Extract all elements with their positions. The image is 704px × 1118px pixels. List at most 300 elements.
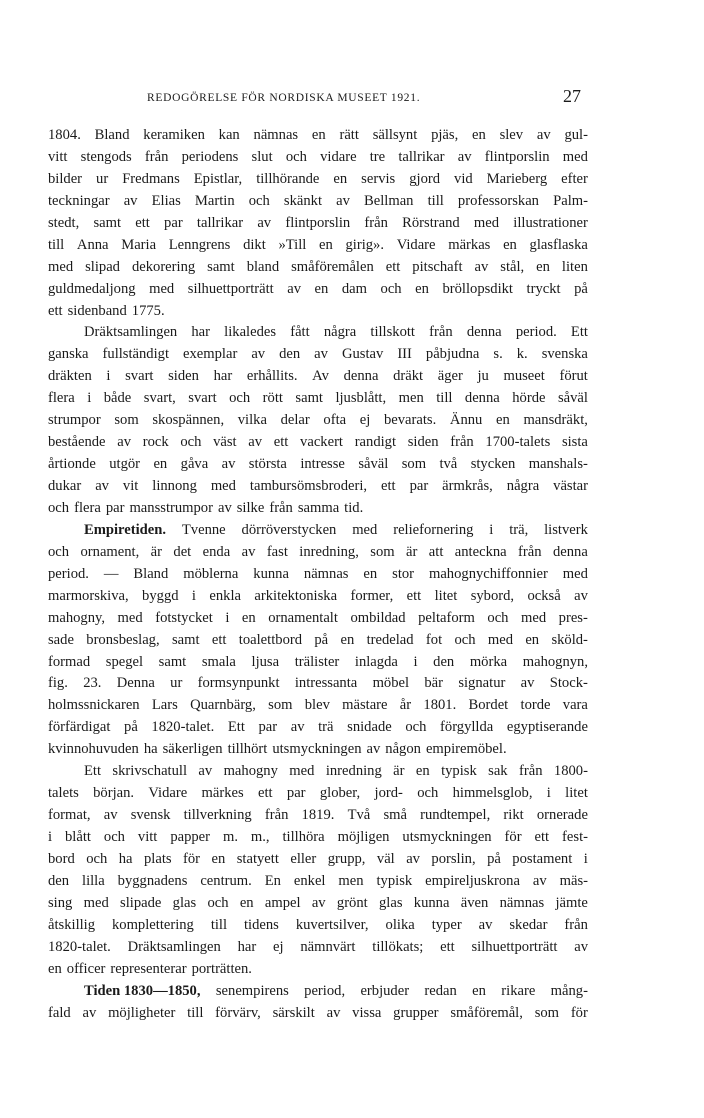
word: av: [406, 850, 420, 867]
word: svenska: [541, 346, 588, 363]
word: på: [314, 631, 329, 648]
word: åtskillig: [48, 916, 96, 933]
word: samma: [297, 499, 340, 516]
text-line: [48, 1003, 588, 1025]
word: bestående: [48, 434, 106, 451]
word: tillhörande: [256, 170, 320, 187]
text-line: [48, 257, 588, 279]
word: fald: [48, 1004, 71, 1021]
text-line: [48, 169, 588, 191]
word: ljusblått,: [335, 390, 387, 407]
word: mästare: [342, 697, 388, 714]
word: av: [221, 456, 236, 473]
word: i: [489, 521, 494, 538]
word: flera: [48, 390, 75, 407]
word: som: [268, 697, 293, 714]
word: jämte: [555, 894, 588, 911]
word: porträtten.: [191, 960, 252, 977]
text-line: [48, 388, 588, 410]
word: av: [536, 127, 551, 143]
word: liten: [561, 258, 588, 275]
word: med: [562, 148, 588, 165]
word: delar: [280, 412, 310, 429]
word: dam: [341, 280, 367, 297]
word: sidenband: [67, 302, 127, 319]
word: en: [363, 565, 378, 582]
word: denna: [343, 368, 379, 385]
word: blev: [304, 697, 330, 714]
word: s.: [493, 346, 503, 363]
word: mång-: [550, 982, 588, 999]
word: från: [264, 807, 289, 824]
word: och: [103, 829, 125, 845]
word: av: [336, 192, 350, 209]
word: ett: [406, 587, 422, 604]
word: en: [472, 982, 486, 999]
word: bord: [48, 850, 75, 867]
word: början.: [93, 785, 135, 802]
word: rätt: [339, 127, 359, 143]
word: i: [225, 609, 230, 626]
word: servis: [361, 170, 396, 187]
section-heading: Empiretiden.: [84, 521, 167, 538]
word: smala: [201, 653, 236, 670]
word: en: [333, 170, 348, 187]
word: grupp,: [327, 850, 366, 867]
word: pres-: [558, 609, 588, 626]
word: att: [428, 543, 444, 560]
word: denna: [464, 390, 500, 407]
word: i: [106, 368, 111, 385]
word: inlagda: [354, 653, 398, 670]
word: keramiken: [143, 127, 205, 143]
word: ärmkrås,: [442, 478, 493, 494]
word: kan: [218, 127, 240, 143]
word: erbjuder: [360, 982, 410, 999]
word: med: [473, 214, 500, 231]
word: ornamentalt: [268, 609, 338, 626]
word: 1820-talet.: [151, 719, 215, 736]
word: girig».: [345, 236, 384, 253]
word: förvärv,: [215, 1004, 261, 1021]
word: Gustav: [341, 346, 384, 363]
word: —: [103, 565, 119, 582]
text-line: [48, 213, 588, 235]
text-line: [48, 147, 588, 169]
word: enda: [202, 543, 231, 560]
word: gjord: [409, 170, 441, 187]
word: centrum.: [200, 872, 252, 889]
word: samt: [158, 653, 187, 670]
word: Två: [347, 807, 371, 824]
word: ett: [211, 631, 227, 648]
word: möblerna: [183, 565, 239, 582]
word: stor: [392, 565, 415, 582]
word: dekorering: [131, 258, 196, 275]
word: Rörstrand: [402, 214, 460, 231]
word: väst: [213, 434, 237, 451]
text-line: [48, 981, 588, 1003]
word: av: [532, 872, 547, 889]
word: professorskan: [457, 192, 539, 209]
word: vit: [122, 478, 139, 494]
word: småföremålen: [291, 258, 374, 275]
word: samt: [207, 258, 235, 275]
word: årtionde: [48, 456, 96, 473]
word: egyptiserande: [506, 719, 588, 736]
word: någon: [385, 741, 421, 758]
word: byggnadens: [117, 872, 188, 889]
word: »Till: [278, 236, 307, 253]
word: fot: [425, 631, 443, 648]
word: sak: [488, 763, 508, 780]
word: från: [564, 916, 588, 933]
word: intressanta: [294, 675, 358, 692]
word: en: [153, 456, 168, 473]
word: anteckna: [454, 543, 507, 560]
word: ofta: [323, 412, 347, 429]
word: flera: [74, 499, 101, 516]
word: till: [427, 192, 444, 209]
word: skänkt: [283, 192, 323, 209]
word: fått: [290, 324, 310, 341]
word: eller: [290, 850, 317, 867]
word: i: [87, 390, 92, 407]
word: sköld-: [551, 631, 588, 648]
word: exemplar: [183, 346, 238, 363]
word: mahogny,: [48, 609, 106, 626]
word: Epistlar,: [193, 170, 243, 187]
word: Ett: [84, 763, 102, 780]
word: slut: [251, 148, 273, 165]
word: par: [258, 719, 278, 736]
word: porslin,: [431, 850, 476, 867]
word: Lars: [151, 697, 178, 714]
word: påbjudna: [425, 346, 480, 363]
word: Tvenne: [181, 521, 226, 538]
word: är: [406, 543, 418, 560]
word: Maria: [121, 236, 157, 253]
word: dräkten: [48, 368, 92, 385]
word: förgyllda: [440, 719, 494, 736]
word: par: [286, 785, 306, 802]
word: gåva: [180, 456, 209, 473]
word: teckningar: [48, 192, 110, 209]
word: 1820-talet.: [48, 938, 111, 955]
word: med: [48, 258, 74, 275]
word: vidare: [320, 148, 357, 165]
text-line: [48, 673, 588, 695]
word: randigt: [354, 434, 397, 451]
word: möbel: [372, 675, 410, 692]
word: plats: [143, 850, 172, 867]
word: med: [289, 763, 315, 780]
word: några: [506, 478, 540, 494]
word: tredelad: [366, 631, 414, 648]
word: dukar: [48, 478, 82, 494]
word: tillhört: [227, 741, 268, 758]
text-line: [48, 849, 588, 871]
word: av: [478, 916, 493, 933]
word: både: [103, 390, 132, 407]
word: denna: [466, 324, 502, 341]
word: bland: [246, 258, 280, 275]
word: vitt: [48, 148, 68, 165]
word: tillskott: [370, 324, 415, 341]
text-line: [48, 322, 588, 344]
word: rött: [262, 390, 283, 407]
word: svensk: [130, 807, 171, 824]
word: representerar: [110, 960, 187, 977]
word: Marieberg: [486, 170, 548, 187]
word: av: [251, 346, 266, 363]
word: är: [393, 763, 405, 780]
word: statyett: [236, 850, 279, 867]
word: typisk: [441, 763, 477, 780]
word: samt: [295, 390, 323, 407]
word: från: [269, 499, 293, 516]
word: snidade: [347, 719, 392, 736]
text-line: [48, 476, 588, 498]
word: sybord,: [470, 587, 515, 604]
word: period.: [48, 565, 89, 582]
word: fullständigt: [102, 346, 170, 363]
word: formad: [48, 653, 91, 670]
word: par: [105, 499, 125, 516]
word: Anna: [76, 236, 109, 253]
word: par: [164, 214, 183, 231]
word: Dräktsamlingen: [84, 324, 178, 341]
word: sing: [48, 894, 73, 911]
word: 1800-: [553, 763, 588, 780]
word: äger: [437, 368, 463, 385]
word: nämnvärt: [300, 938, 356, 955]
word: tid.: [344, 499, 364, 516]
word: pitschaft: [412, 258, 463, 275]
word: utsmyckningen: [402, 829, 492, 845]
word: en: [241, 609, 256, 626]
text-line: [48, 761, 588, 783]
text-line: [48, 871, 588, 893]
word: typisk: [376, 872, 413, 889]
word: Vidare: [148, 785, 188, 802]
text-line: [48, 564, 588, 586]
word: format,: [48, 807, 91, 824]
text-line: [48, 366, 588, 388]
word: period,: [304, 982, 346, 999]
word: tallrikar: [398, 148, 445, 165]
word: av: [123, 192, 138, 209]
word: holmssnickaren: [48, 697, 140, 714]
word: med: [521, 609, 547, 626]
word: utgör: [109, 456, 141, 473]
word: siden: [168, 368, 199, 385]
word: glas: [378, 894, 403, 911]
word: manshals-: [528, 456, 588, 473]
word: väl: [376, 850, 395, 867]
word: en: [415, 763, 430, 780]
word: märkas: [448, 236, 491, 253]
word: signatur: [458, 675, 506, 692]
word: jord-: [374, 785, 403, 802]
word: intresse: [300, 456, 345, 473]
word: talets: [48, 785, 79, 802]
word: nämnas: [303, 565, 349, 582]
word: är: [150, 543, 162, 560]
word: trä,: [509, 521, 529, 538]
word: i: [546, 785, 551, 802]
word: 1804.: [48, 127, 81, 143]
word: Dräktsamlingen: [127, 938, 221, 955]
word: strumpor: [48, 412, 101, 429]
word: guldmedaljong: [48, 280, 136, 297]
word: den: [48, 872, 70, 889]
word: och: [417, 785, 439, 802]
word: av: [103, 807, 118, 824]
text-line: [48, 454, 588, 476]
text-line: [48, 959, 588, 981]
word: av: [311, 894, 326, 911]
word: olika: [385, 916, 415, 933]
word: av: [241, 543, 256, 560]
word: till: [187, 1004, 204, 1021]
word: peltaform: [418, 609, 475, 626]
word: Ett: [570, 324, 588, 341]
word: säkerligen: [162, 741, 223, 758]
word: samt: [93, 214, 122, 231]
word: det: [173, 543, 192, 560]
text-line: [48, 783, 588, 805]
word: 1819.: [301, 807, 335, 824]
word: och: [454, 631, 476, 648]
word: tillverkning: [183, 807, 252, 824]
word: tambursömsbroderi,: [249, 478, 368, 494]
text-line: [48, 652, 588, 674]
word: en: [340, 631, 355, 648]
word: och: [229, 390, 251, 407]
word: mahognychiffonnier: [428, 565, 548, 582]
word: för: [570, 1004, 588, 1021]
word: har: [191, 324, 211, 341]
word: i: [48, 829, 53, 845]
word: ett: [534, 829, 550, 845]
word: vara: [562, 697, 588, 714]
word: som: [114, 412, 139, 429]
word: ett: [381, 478, 396, 494]
word: av: [457, 148, 472, 165]
word: svart: [125, 368, 154, 385]
word: vid: [454, 170, 473, 187]
word: såväl: [358, 456, 389, 473]
word: av: [198, 763, 213, 780]
word: såväl: [557, 390, 588, 407]
word: Martin: [194, 192, 235, 209]
word: periodens: [181, 148, 239, 165]
text-line: [48, 915, 588, 937]
word: ganska: [48, 346, 89, 363]
word: en: [525, 631, 540, 648]
word: tidens: [243, 916, 279, 933]
word: byggd: [142, 587, 179, 604]
word: fotstycket: [155, 609, 213, 626]
word: 1775.: [131, 302, 165, 319]
word: trälister: [294, 653, 340, 670]
word: små: [383, 807, 407, 824]
word: grupper: [393, 1004, 439, 1021]
word: empireljuskrona: [425, 872, 520, 889]
word: Bordet: [468, 697, 509, 714]
word: men: [398, 390, 424, 407]
word: rundtempel,: [420, 807, 491, 824]
word: och: [48, 543, 70, 560]
word: av: [248, 434, 263, 451]
word: och: [48, 499, 70, 516]
word: med: [210, 478, 236, 494]
word: stedt,: [48, 214, 80, 231]
word: särskilt: [272, 1004, 315, 1021]
word: en: [503, 236, 517, 253]
word: marmorskiva,: [48, 587, 129, 604]
running-head: REDOGÖRELSE FÖR NORDISKA MUSEET 1921.: [147, 92, 421, 104]
word: av: [95, 478, 109, 494]
word: linnong: [152, 478, 197, 494]
word: slev: [499, 127, 524, 143]
word: Quarnbärg,: [190, 697, 256, 714]
word: nämnas: [253, 127, 299, 143]
word: arkitektoniska: [254, 587, 338, 604]
word: kvinnohuvuden: [48, 741, 139, 758]
word: Ännu: [449, 412, 483, 429]
word: Elias: [151, 192, 181, 209]
word: tillhöra: [282, 829, 325, 845]
word: också: [527, 587, 561, 604]
text-line: [48, 498, 588, 520]
word: år: [399, 697, 412, 714]
word: mansdräkt,: [523, 412, 588, 429]
word: en: [496, 412, 510, 429]
word: märkes: [201, 785, 244, 802]
word: Stock-: [549, 675, 588, 692]
text-line: [48, 630, 588, 652]
word: en: [239, 894, 254, 911]
text-line: [48, 432, 588, 454]
word: och: [86, 850, 108, 867]
word: en: [311, 127, 326, 143]
text-line: [48, 542, 588, 564]
word: och: [380, 280, 402, 297]
word: fig.: [48, 675, 68, 692]
word: toalettbord: [238, 631, 303, 648]
word: m.: [222, 829, 238, 845]
word: nämnas: [499, 894, 545, 911]
word: ett: [258, 785, 273, 802]
word: 1700-talets: [485, 434, 551, 451]
word: och: [207, 894, 229, 911]
word: i: [583, 850, 588, 867]
word: bronsbeslag,: [86, 631, 160, 648]
word: vissa: [352, 1004, 382, 1021]
word: trä: [318, 719, 334, 736]
word: för: [504, 829, 522, 845]
word: av: [326, 1004, 341, 1021]
word: k.: [516, 346, 528, 363]
word: bevarats.: [383, 412, 437, 429]
word: möjligen: [337, 829, 390, 845]
word: tryckt: [526, 280, 561, 297]
word: ett: [385, 258, 401, 275]
word: förut: [559, 368, 588, 385]
word: siden: [407, 434, 439, 451]
